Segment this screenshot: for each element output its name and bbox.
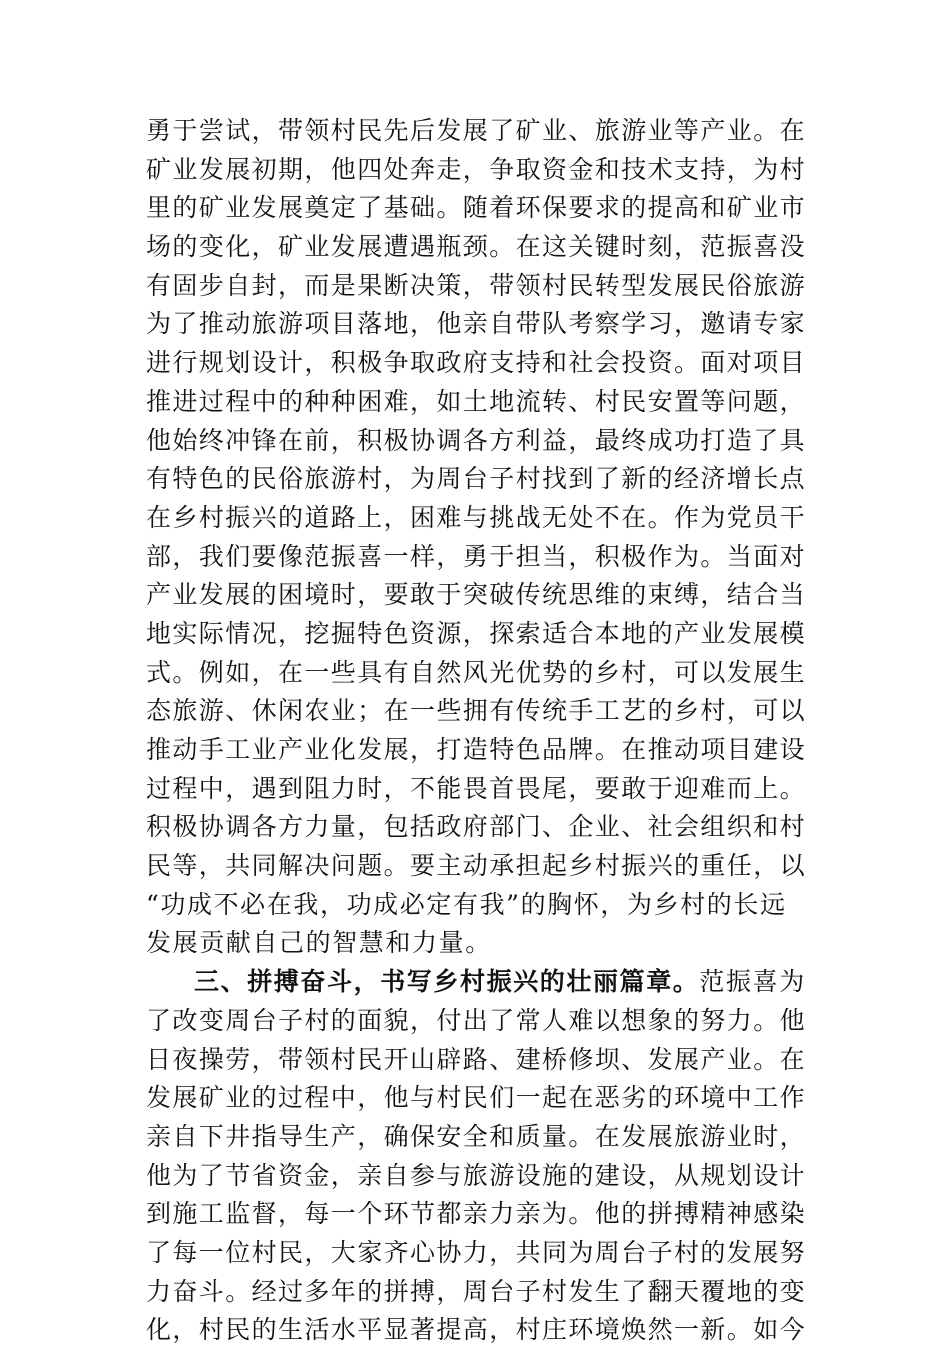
document-body <box>146 112 806 1350</box>
text-line: 到施工监督，每一个环节都亲力亲为。他的拼搏精神感染 <box>146 1199 807 1229</box>
text-line: 发展矿业的过程中，他与村民们一起在恶劣的环境中工作 <box>146 1083 807 1113</box>
text-line: 过程中，遇到阻力时，不能畏首畏尾，要敢于迎难而上。 <box>146 773 807 803</box>
section-heading: 三、拼搏奋斗，书写乡村振兴的壮丽篇章。 <box>194 967 700 997</box>
text-line: 他始终冲锋在前，积极协调各方利益，最终成功打造了具 <box>146 425 807 455</box>
text-line: 了改变周台子村的面貌，付出了常人难以想象的努力。他 <box>146 1005 807 1035</box>
text-line: 里的矿业发展奠定了基础。随着环保要求的提高和矿业市 <box>146 193 807 223</box>
text-line: 矿业发展初期，他四处奔走，争取资金和技术支持，为村 <box>146 154 807 184</box>
text-line: 勇于尝试，带领村民先后发展了矿业、旅游业等产业。在 <box>146 116 807 145</box>
text-line: 地实际情况，挖掘特色资源，探索适合本地的产业发展模 <box>146 618 807 648</box>
text-line: 发展贡献自己的智慧和力量。 <box>146 928 492 958</box>
text-line: 日夜操劳，带领村民开山辟路、建桥修坝、发展产业。在 <box>146 1044 807 1074</box>
heading-line-rest: 范振喜为 <box>699 967 806 997</box>
text-line: 有固步自封，而是果断决策，带领村民转型发展民俗旅游 <box>146 270 807 300</box>
text-line: 亲自下井指导生产，确保安全和质量。在发展旅游业时， <box>146 1121 807 1151</box>
text-line: 积极协调各方力量，包括政府部门、企业、社会组织和村 <box>146 812 807 842</box>
text-line: 在乡村振兴的道路上，困难与挑战无处不在。作为党员干 <box>146 502 807 532</box>
text-line: 产业发展的困境时，要敢于突破传统思维的束缚，结合当 <box>146 580 807 610</box>
text-line: 力奋斗。经过多年的拼搏，周台子村发生了翻天覆地的变 <box>146 1276 807 1306</box>
text-line: “功成不必在我，功成必定有我”的胸怀，为乡村的长远 <box>146 889 787 919</box>
text-line <box>146 963 806 1002</box>
text-line: 推动手工业产业化发展，打造特色品牌。在推动项目建设 <box>146 735 807 764</box>
text-line: 推进过程中的种种困难，如土地流转、村民安置等问题， <box>146 386 807 416</box>
text-line: 态旅游、休闲农业；在一些拥有传统手工艺的乡村，可以 <box>146 696 807 726</box>
text-line: 有特色的民俗旅游村，为周台子村找到了新的经济增长点 <box>146 464 807 494</box>
text-line: 他为了节省资金，亲自参与旅游设施的建设，从规划设计 <box>146 1160 807 1190</box>
paragraph-2 <box>146 963 806 1350</box>
text-line: 化，村民的生活水平显著提高，村庄环境焕然一新。如今 <box>146 1315 807 1345</box>
text-line: 式。例如，在一些具有自然风光优势的乡村，可以发展生 <box>146 657 807 687</box>
text-line: 了每一位村民，大家齐心协力，共同为周台子村的发展努 <box>146 1237 807 1267</box>
text-line: 为了推动旅游项目落地，他亲自带队考察学习，邀请专家 <box>146 309 807 339</box>
text-line: 民等，共同解决问题。要主动承担起乡村振兴的重任，以 <box>146 851 807 881</box>
paragraph-1 <box>146 112 806 963</box>
text-line: 进行规划设计，积极争取政府支持和社会投资。面对项目 <box>146 348 807 378</box>
text-line: 部，我们要像范振喜一样，勇于担当，积极作为。当面对 <box>146 541 807 571</box>
text-line: 场的变化，矿业发展遭遇瓶颈。在这关键时刻，范振喜没 <box>146 232 807 262</box>
